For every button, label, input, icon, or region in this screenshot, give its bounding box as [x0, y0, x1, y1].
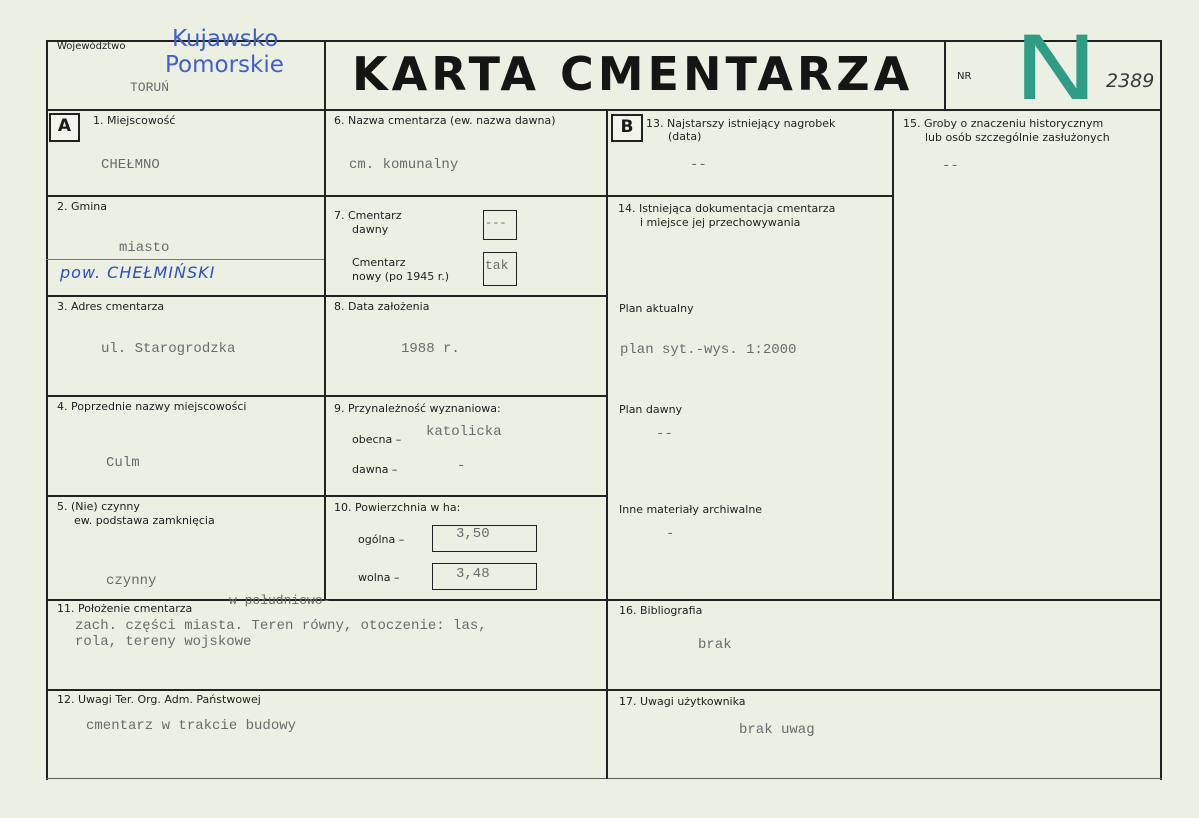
col-divider-c [892, 109, 894, 600]
plan-dawny-value: -- [656, 426, 673, 442]
field-7-nowy-sublabel: nowy (po 1945 r.) [352, 270, 449, 283]
field-3-value: ul. Starogrodzka [101, 341, 236, 357]
section-b-marker: B [611, 114, 643, 142]
b-row-line-1 [606, 195, 892, 197]
field-7-dawny-label: dawny [352, 223, 389, 236]
row-line-1 [46, 195, 608, 197]
field-15-label-line1: 15. Groby o znaczeniu historycznym [903, 117, 1104, 130]
page-title: KARTA CMENTARZA [352, 47, 914, 101]
field-11-label: 11. Położenie cmentarza [57, 602, 193, 615]
col-divider-a [324, 109, 326, 600]
field-17-label: 17. Uwagi użytkownika [619, 695, 746, 708]
field-14-label-line1: 14. Istniejąca dokumentacja cmentarza [618, 202, 836, 215]
field-17-value: brak uwag [739, 722, 815, 738]
nr-label: NR [957, 71, 972, 82]
field-11-value-line3: rola, tereny wojskowe [75, 634, 252, 650]
field-6-label: 6. Nazwa cmentarza (ew. nazwa dawna) [334, 114, 556, 127]
field-4-label: 4. Poprzednie nazwy miejscowości [57, 400, 247, 413]
field-9-obecna-label: obecna – [352, 433, 402, 446]
field-8-value: 1988 r. [401, 341, 460, 357]
field-16-value: brak [698, 637, 732, 653]
field-15-value: -- [942, 158, 959, 174]
frame-left [46, 40, 48, 780]
field-5-label-line2: ew. podstawa zamknięcia [74, 514, 215, 527]
plan-dawny-label: Plan dawny [619, 403, 683, 416]
field-10-wolna-label: wolna – [358, 571, 400, 584]
col-divider-b [606, 109, 608, 779]
wojewodztwo-value: TORUŃ [130, 80, 170, 95]
row-line-6 [46, 689, 1162, 691]
field-5-value: czynny [106, 573, 157, 589]
inne-materialy-value: - [666, 526, 675, 542]
field-9-obecna-value: katolicka [426, 424, 502, 440]
field-2-powiat: pow. CHEŁMIŃSKI [60, 263, 216, 282]
header-col-divider-1 [324, 40, 326, 110]
field-11-value-line2: zach. części miasta. Teren równy, otoczenie: las, [75, 618, 487, 634]
wojewodztwo-label: Województwo [57, 41, 126, 52]
field-7-nowy-value: tak [485, 258, 509, 273]
field-10-label: 10. Powierzchnia w ha: [334, 501, 461, 514]
frame-right [1160, 40, 1162, 780]
field-2-value: miasto [119, 240, 170, 256]
field-7-label: 7. Cmentarz [334, 209, 402, 222]
header-col-divider-2 [944, 40, 946, 110]
plan-aktualny-label: Plan aktualny [619, 302, 694, 315]
field-13-label-line1: 13. Najstarszy istniejący nagrobek [646, 117, 836, 130]
row-line-3 [46, 395, 608, 397]
field-7-dawny-value: --- [485, 216, 507, 230]
row-line-2 [46, 295, 608, 297]
section-a-marker: A [49, 113, 80, 142]
field-10-ogolna-label: ogólna – [358, 533, 405, 546]
field-2-label: 2. Gmina [57, 200, 107, 213]
header-divider [46, 109, 1162, 111]
frame-bottom [46, 778, 1162, 779]
nr-value: 2389 [1106, 70, 1155, 92]
gmina-inner-line [46, 259, 324, 260]
field-11-value-line1: w południowo- [229, 593, 331, 608]
field-8-label: 8. Data założenia [334, 300, 430, 313]
plan-aktualny-value: plan syt.-wys. 1:2000 [620, 342, 797, 358]
nr-letter: N [1013, 17, 1099, 120]
region-stamp-line1: Kujawsko [172, 26, 279, 52]
field-3-label: 3. Adres cmentarza [57, 300, 165, 313]
field-14-label-line2: i miejsce jej przechowywania [640, 216, 801, 229]
field-13-value: -- [690, 157, 707, 173]
field-5-label-line1: 5. (Nie) czynny [57, 500, 140, 513]
inne-materialy-label: Inne materiały archiwalne [619, 503, 763, 516]
field-15-label-line2: lub osób szczególnie zasłużonych [925, 131, 1110, 144]
field-9-dawna-value: - [457, 458, 466, 474]
row-line-4 [46, 495, 608, 497]
field-13-label-line2: (data) [668, 130, 702, 143]
field-6-value: cm. komunalny [349, 157, 459, 173]
field-10-wolna-value: 3,48 [456, 566, 490, 582]
field-7-nowy-label: Cmentarz [352, 256, 406, 269]
field-12-value: cmentarz w trakcie budowy [86, 718, 297, 734]
field-4-value: Culm [106, 455, 140, 471]
field-10-ogolna-value: 3,50 [456, 526, 490, 542]
region-stamp-line2: Pomorskie [165, 52, 284, 78]
field-9-dawna-label: dawna – [352, 463, 398, 476]
field-1-value: CHEŁMNO [101, 157, 160, 173]
field-16-label: 16. Bibliografia [619, 604, 703, 617]
field-12-label: 12. Uwagi Ter. Org. Adm. Państwowej [57, 693, 261, 706]
field-9-label: 9. Przynależność wyznaniowa: [334, 402, 501, 415]
row-line-5 [46, 599, 1162, 601]
field-1-label: 1. Miejscowość [93, 114, 176, 127]
